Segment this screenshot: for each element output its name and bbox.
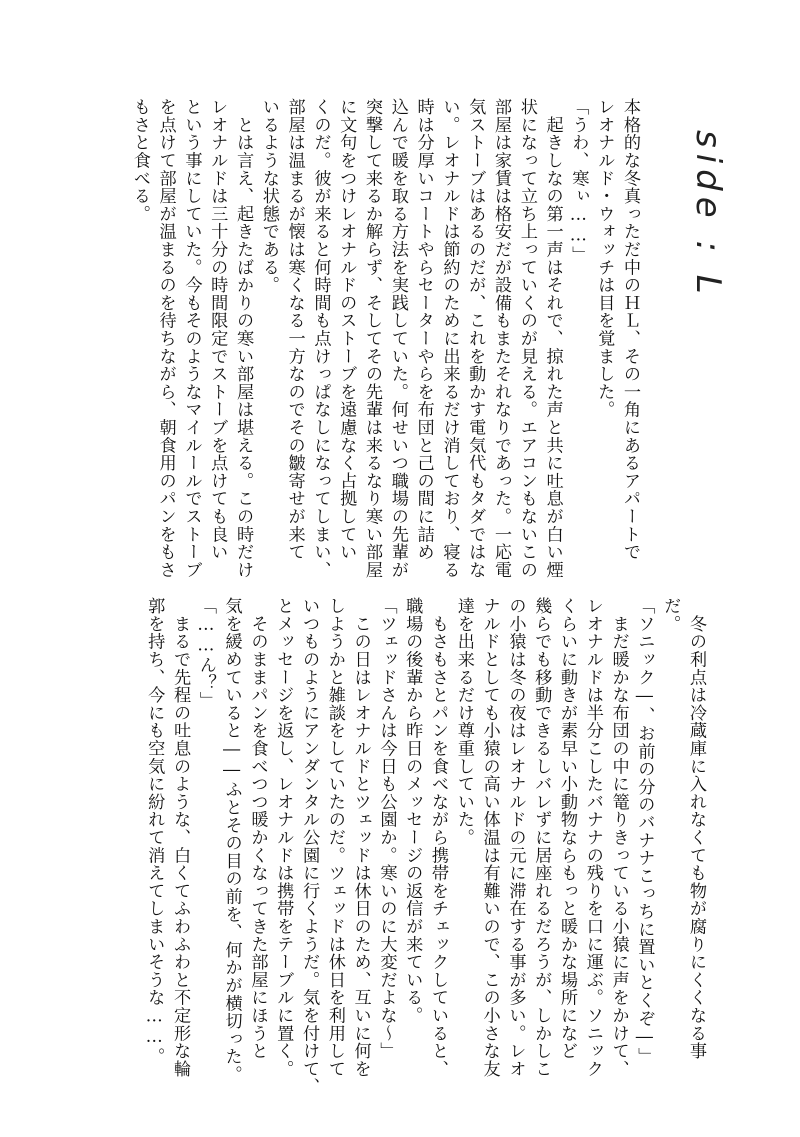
text-column: 気ストーブはあるのだが、これを動かす電気代もタダではな <box>465 98 486 579</box>
text-column: とメッセージを返し、レオナルドは携帯をテーブルに置く。 <box>273 597 294 1078</box>
text-column: 幾らでも移動できるしバレずに居座れるだろうが、しかしこ <box>531 597 552 1078</box>
text-column: レオナルド・ウォッチは目を覚ました。 <box>594 98 615 419</box>
text-column: しようかと雑談をしていたのだ。ツェッドは休日を利用して <box>324 597 345 1078</box>
text-column: 「うわ、寒ぃ……」 <box>568 98 589 264</box>
text-column: 達を出来るだけ尊重していた。 <box>453 597 474 847</box>
text-column: に文句をつけレオナルドのストーブを遠慮なく占拠してい <box>336 98 357 561</box>
text-column: 郭を持ち、今にも空気に紛れて消えてしまいそうな……。 <box>144 597 165 1066</box>
text-block-bottom <box>140 597 708 1096</box>
text-column: 状になって立ち上っていくのが見える。エアコンもないこの <box>516 98 537 579</box>
text-column: そのままパンを食べつつ暖かくなってきた部屋にほうと <box>247 597 268 1060</box>
text-column: 部屋は温まるが懐は寒くなる一方なのでその皺寄せが来て <box>284 98 305 561</box>
text-column: 込んで暖を取る方法を実践していた。何せいつ職場の先輩が <box>387 98 408 579</box>
text-column: 職場の後輩から昨日のメッセージの返信が来ている。 <box>402 597 423 1025</box>
text-column: もさもさとパンを食べながら携帯をチェックしていると、 <box>428 597 449 1078</box>
text-column: 時は分厚いコートやらセーターやらを布団と己の間に詰め <box>413 98 434 561</box>
section-heading: side : L <box>688 130 728 300</box>
text-column: この日はレオナルドとツェッドは休日のため、互いに何を <box>350 597 371 1078</box>
text-column: い。レオナルドは節約のために出来るだけ消しており、寝る <box>439 98 460 579</box>
text-column: まだ暖かな布団の中に篭りきっている小猿に声をかけて、 <box>608 597 629 1078</box>
text-column: まるで先程の吐息のような、白くてふわふわと不定形な輪 <box>170 597 191 1078</box>
text-column: 冬の利点は冷蔵庫に入れなくても物が腐りにくくなる事 <box>686 597 706 1060</box>
text-column: 「ツェッドさんは今日も公園か。寒いのに大変だよな～」 <box>376 597 397 1060</box>
text-column: だ。 <box>660 597 681 633</box>
text-column: という事にしていた。今もそのようなマイルールでストーブ <box>181 98 202 579</box>
text-column: レオナルドは三十分の時間限定でストーブを点けても良い <box>207 98 228 561</box>
text-column: 突撃して来るか解らず、そしてその先輩は来るなり寒い部屋 <box>362 98 383 579</box>
text-column: レオナルドは半分こしたバナナの残りを口に運ぶ。ソニック <box>582 597 603 1078</box>
text-column: 部屋は家賃は格安だが設備もまたそれなりであった。一応電 <box>491 98 512 579</box>
text-column: ナルドとしても小猿の高い体温は有難いので、この小さな友 <box>479 597 500 1078</box>
text-column: を点けて部屋が温まるのを待ちながら、朝食用のパンをもさ <box>155 98 176 579</box>
text-column: 起きしなの第一声はそれで、掠れた声と共に吐息が白い煙 <box>542 98 563 579</box>
text-column: もさと食べる。 <box>129 98 150 223</box>
text-column: 気を緩めていると――ふとその目の前を、何かが横切った。 <box>221 597 242 1084</box>
text-column: 本格的な冬真っただ中のＨＬ、その一角にあるアパートで <box>620 98 640 561</box>
text-block-top <box>126 98 642 579</box>
text-column: くらいに動きが素早い小動物ならもっと暖かな場所になど <box>557 597 578 1060</box>
text-column: いるような状態である。 <box>258 98 279 294</box>
text-column: 「ソニック―、お前の分のバナナこっちに置いとくぞ―」 <box>634 597 655 1066</box>
text-column: くのだ。彼が来ると何時間も点けっぱなしになってしまい、 <box>310 98 331 579</box>
text-column: 「……ん？」 <box>195 597 216 710</box>
text-column: いつものようにアンダンタル公園に行くようだ。気を付けて、 <box>299 597 320 1096</box>
text-column: とは言え、起きたばかりの寒い部屋は堪える。この時だけ <box>233 98 254 579</box>
text-column: の小猿は冬の夜はレオナルドの元に滞在する事が多い。レオ <box>505 597 526 1078</box>
